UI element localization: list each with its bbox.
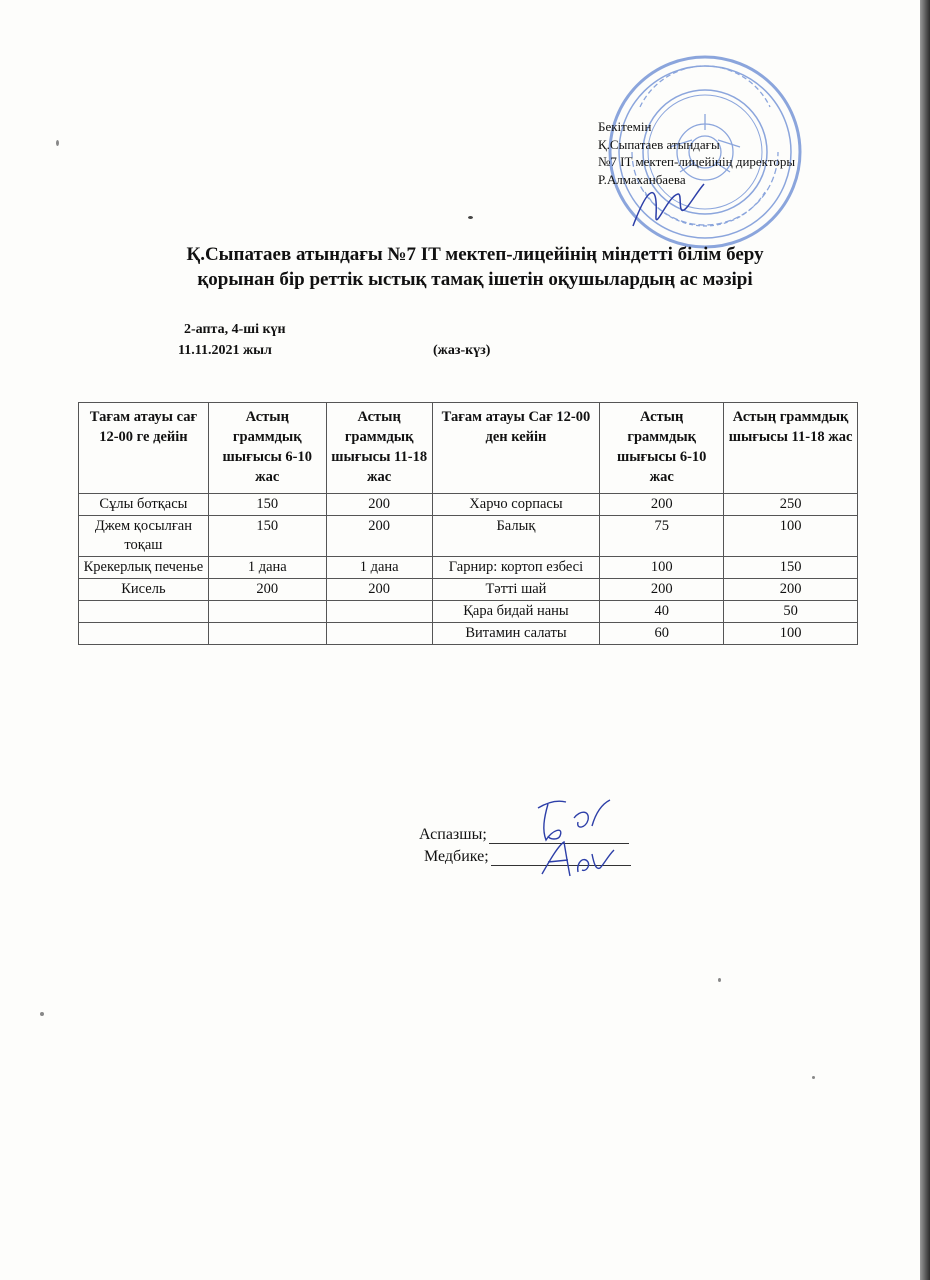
scan-edge — [920, 0, 930, 1280]
table-cell: Сұлы ботқасы — [79, 494, 209, 516]
nurse-label: Медбике; — [424, 848, 489, 865]
approval-line: Қ.Сыпатаев атындағы — [598, 136, 720, 152]
scan-speck — [468, 216, 473, 219]
table-cell: 150 — [208, 494, 326, 516]
table-cell: 200 — [600, 579, 724, 601]
table-row — [79, 494, 858, 516]
header-grams-11-18: Астың граммдық шығысы 11-18 жас — [326, 403, 432, 494]
table-cell — [79, 601, 209, 623]
table-header-row — [79, 403, 858, 494]
approval-line: №7 IT мектеп-лицейінің директоры — [598, 154, 796, 169]
menu-date: 11.11.2021 жыл — [178, 343, 272, 358]
header-meal-before-noon: Тағам атауы сағ 12-00 ге дейін — [79, 403, 209, 494]
director-signature — [628, 176, 708, 236]
table-cell: Джем қосылған тоқаш — [79, 516, 209, 557]
scan-speck — [812, 1076, 815, 1079]
table-cell — [79, 623, 209, 645]
table-cell: Харчо сорпасы — [432, 494, 600, 516]
table-cell: 100 — [724, 623, 858, 645]
header-meal-after-noon: Тағам атауы Сағ 12-00 ден кейін — [432, 403, 600, 494]
table-cell — [326, 623, 432, 645]
table-cell: 200 — [326, 579, 432, 601]
scan-speck — [56, 140, 59, 146]
title-line-2: қорынан бір реттік ыстық тамақ ішетін оқушылардың ас мәзірі — [197, 269, 753, 290]
table-cell: 200 — [600, 494, 724, 516]
table-row — [79, 516, 858, 557]
table-cell — [208, 623, 326, 645]
table-cell: 250 — [724, 494, 858, 516]
table-cell: 100 — [724, 516, 858, 557]
scan-speck — [718, 978, 721, 982]
table-row — [79, 557, 858, 579]
table-cell: 150 — [724, 557, 858, 579]
table-row — [79, 601, 858, 623]
table-cell: 150 — [208, 516, 326, 557]
table-row — [79, 623, 858, 645]
table-cell: 200 — [724, 579, 858, 601]
table-cell: 200 — [208, 579, 326, 601]
table-cell: 200 — [326, 516, 432, 557]
menu-table — [78, 402, 858, 645]
table-cell: 40 — [600, 601, 724, 623]
header-grams-11-18: Астың граммдық шығысы 11-18 жас — [724, 403, 858, 494]
table-cell: 50 — [724, 601, 858, 623]
cook-label: Аспазшы; — [419, 826, 487, 843]
approval-line: Бекітемін — [598, 119, 652, 134]
table-row — [79, 579, 858, 601]
table-cell — [326, 601, 432, 623]
table-cell: Крекерлық печенье — [79, 557, 209, 579]
table-cell: 60 — [600, 623, 724, 645]
scan-speck — [40, 1012, 44, 1016]
table-cell: 1 дана — [326, 557, 432, 579]
table-cell: Балық — [432, 516, 600, 557]
header-grams-6-10: Астың граммдық шығысы 6-10 жас — [208, 403, 326, 494]
week-day: 2-апта, 4-ші күн — [184, 322, 286, 337]
table-cell: 100 — [600, 557, 724, 579]
title-line-1: Қ.Сыпатаев атындағы №7 IT мектеп-лицейінің міндетті білім беру — [186, 244, 764, 265]
table-cell: 1 дана — [208, 557, 326, 579]
nurse-signature — [538, 836, 618, 880]
table-cell: 200 — [326, 494, 432, 516]
table-cell: Қара бидай наны — [432, 601, 600, 623]
table-cell: Витамин салаты — [432, 623, 600, 645]
document-title — [90, 242, 860, 292]
header-grams-6-10: Астың граммдық шығысы 6-10 жас — [600, 403, 724, 494]
season-label: (жаз-күз) — [433, 343, 491, 358]
table-cell: 75 — [600, 516, 724, 557]
table-cell: Кисель — [79, 579, 209, 601]
table-cell — [208, 601, 326, 623]
approval-line: Р.Алмаханбаева — [598, 171, 686, 187]
table-cell: Тәтті шай — [432, 579, 600, 601]
table-cell: Гарнир: кортоп езбесі — [432, 557, 600, 579]
